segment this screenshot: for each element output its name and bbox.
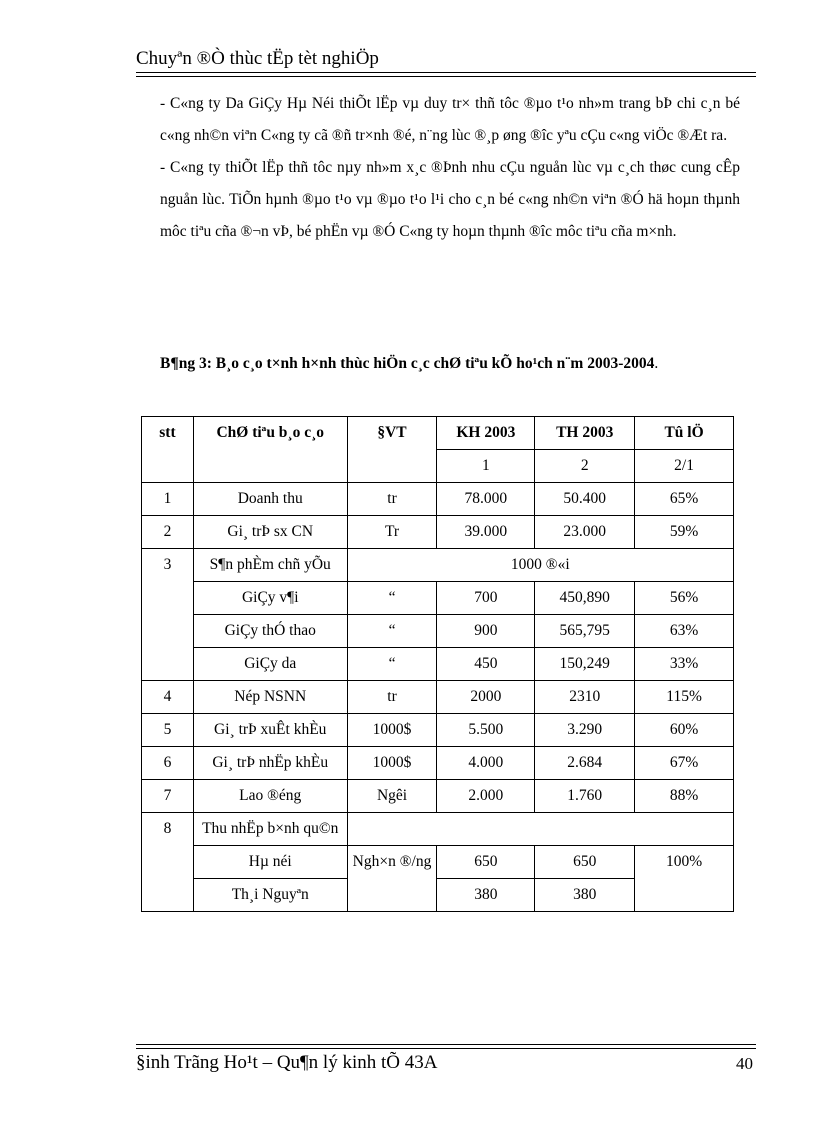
footer-author: §inh Trãng Ho¹t – Qu¶n lý kinh tÕ 43A	[136, 1052, 438, 1073]
row-name: Lao ®éng	[193, 780, 347, 813]
row-name: Th¸i Nguyªn	[193, 879, 347, 912]
table-row	[142, 615, 734, 648]
subheader-2: 2	[535, 450, 635, 483]
row-name: GiÇy thÓ thao	[193, 615, 347, 648]
row-rate: 67%	[635, 747, 734, 780]
row-actual: 1.760	[535, 780, 635, 813]
row-actual: 450,890	[535, 582, 635, 615]
row-stt: 8	[142, 813, 194, 912]
table-row	[142, 483, 734, 516]
row-actual: 380	[535, 879, 635, 912]
row-rate: 59%	[635, 516, 734, 549]
row-stt: 4	[142, 681, 194, 714]
row-name: GiÇy v¶i	[193, 582, 347, 615]
row-name: Hµ néi	[193, 846, 347, 879]
table-row	[142, 780, 734, 813]
row-plan: 450	[437, 648, 535, 681]
row-actual: 3.290	[535, 714, 635, 747]
table-caption	[160, 348, 742, 380]
row-actual: 23.000	[535, 516, 635, 549]
row-rate: 100%	[635, 846, 734, 912]
table-row	[142, 747, 734, 780]
row-plan: 700	[437, 582, 535, 615]
row-unit: tr	[347, 483, 437, 516]
row-plan: 5.500	[437, 714, 535, 747]
row-name: Gi¸ trÞ nhËp khÈu	[193, 747, 347, 780]
paragraph-1: - C«ng ty Da GiÇy Hµ Néi thiÕt lËp vµ duy tr× thñ tôc ®µo t¹o nh»m trang bÞ chi c¸n bé c«ng nh©n viªn C«ng ty cã ®ñ tr×nh ®é, n¨ng lùc ®¸p øng ®îc yªu cÇu c«ng viÖc ®Æt ra.	[160, 95, 740, 144]
row-plan: 650	[437, 846, 535, 879]
col-header-plan: KH 2003	[437, 417, 535, 450]
row-actual: 565,795	[535, 615, 635, 648]
row-unit: “	[347, 615, 437, 648]
row-plan: 2000	[437, 681, 535, 714]
row-rate: 65%	[635, 483, 734, 516]
footer-rule-top	[136, 1044, 756, 1045]
row-actual: 2.684	[535, 747, 635, 780]
row-name: Doanh thu	[193, 483, 347, 516]
row-stt: 5	[142, 714, 194, 747]
row-stt: 7	[142, 780, 194, 813]
row-rate: 33%	[635, 648, 734, 681]
row-unit: “	[347, 648, 437, 681]
row-plan: 78.000	[437, 483, 535, 516]
row-unit: Tr	[347, 516, 437, 549]
report-table	[141, 416, 734, 912]
col-header-indicator: ChØ tiªu b¸o c¸o	[193, 417, 347, 483]
col-header-stt: stt	[142, 417, 194, 483]
table-row	[142, 714, 734, 747]
col-header-rate: Tû lÖ	[635, 417, 734, 450]
row-rate: 88%	[635, 780, 734, 813]
page-number: 40	[736, 1054, 753, 1073]
row-plan: 2.000	[437, 780, 535, 813]
header-rule-top	[136, 72, 756, 73]
paragraph-2: - C«ng ty thiÕt lËp thñ tôc nµy nh»m x¸c ®Þnh nhu cÇu nguån lùc vµ c¸ch thøc cung cÊp nguån lùc. TiÕn hµnh ®µo t¹o vµ ®µo t¹o l¹i cho c¸n bé c«ng nh©n viªn ®Ó hä hoµn thµnh môc tiªu cña ®¬n vÞ, bé phËn vµ ®Ó C«ng ty hoµn thµnh ®îc môc tiªu cña m×nh.	[160, 159, 740, 240]
table-row	[142, 846, 734, 879]
row-unit: 1000 ®«i	[347, 549, 733, 582]
row-name: GiÇy da	[193, 648, 347, 681]
row-unit: Ngh×n ®/ng	[347, 846, 437, 912]
row-name: Gi¸ trÞ xuÊt khÈu	[193, 714, 347, 747]
row-actual: 2310	[535, 681, 635, 714]
row-name: S¶n phÈm chñ yÕu	[193, 549, 347, 582]
row-unit: 1000$	[347, 747, 437, 780]
body-paragraphs	[160, 88, 740, 248]
row-name: Gi¸ trÞ sx CN	[193, 516, 347, 549]
row-unit: “	[347, 582, 437, 615]
row-rate: 60%	[635, 714, 734, 747]
row-stt: 6	[142, 747, 194, 780]
table-row	[142, 549, 734, 582]
table-caption-title: B¶ng 3: B¸o c¸o t×nh h×nh thùc hiÖn c¸c chØ tiªu kÕ ho¹ch n¨m 2003-2004	[160, 355, 655, 372]
row-stt: 2	[142, 516, 194, 549]
row-actual: 650	[535, 846, 635, 879]
table-row	[142, 813, 734, 846]
row-name: Thu nhËp b×nh qu©n	[193, 813, 347, 846]
table-header-row	[142, 417, 734, 450]
row-plan: 39.000	[437, 516, 535, 549]
row-rate: 56%	[635, 582, 734, 615]
row-stt: 3	[142, 549, 194, 681]
row-empty-span	[347, 813, 733, 846]
table-row	[142, 582, 734, 615]
footer-rule-bottom	[136, 1048, 756, 1049]
row-rate: 115%	[635, 681, 734, 714]
row-plan: 900	[437, 615, 535, 648]
subheader-3: 2/1	[635, 450, 734, 483]
subheader-1: 1	[437, 450, 535, 483]
page-header-title: Chuyªn ®Ò thùc tËp tèt nghiÖp	[136, 48, 379, 69]
row-unit: tr	[347, 681, 437, 714]
row-plan: 4.000	[437, 747, 535, 780]
col-header-unit: §VT	[347, 417, 437, 483]
row-stt: 1	[142, 483, 194, 516]
row-name: Nép NSNN	[193, 681, 347, 714]
col-header-actual: TH 2003	[535, 417, 635, 450]
table-row	[142, 681, 734, 714]
row-rate: 63%	[635, 615, 734, 648]
table-caption-suffix: .	[654, 355, 659, 372]
row-unit: 1000$	[347, 714, 437, 747]
table-row	[142, 516, 734, 549]
table-row	[142, 648, 734, 681]
row-plan: 380	[437, 879, 535, 912]
row-unit: Ngêi	[347, 780, 437, 813]
header-rule-bottom	[136, 76, 756, 77]
row-actual: 150,249	[535, 648, 635, 681]
row-actual: 50.400	[535, 483, 635, 516]
